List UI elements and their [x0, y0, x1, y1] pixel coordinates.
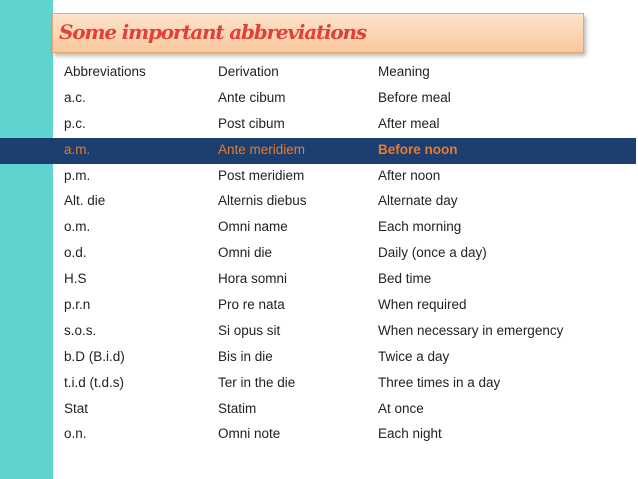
meaning-cell: At once	[378, 400, 424, 416]
derivation-cell: Omni name	[218, 219, 288, 235]
derivation-cell: Si opus sit	[218, 322, 281, 338]
abbreviation-cell: p.r.n	[64, 297, 91, 313]
abbreviation-cell: a.c.	[64, 89, 86, 105]
table-row	[53, 112, 583, 138]
meaning-cell: Three times in a day	[378, 374, 501, 390]
meaning-cell: Bed time	[378, 271, 432, 287]
meaning-cell: When required	[378, 297, 467, 313]
meaning-cell: Alternate day	[378, 193, 458, 209]
meaning-cell: Each night	[378, 426, 442, 442]
abbreviation-cell: Stat	[64, 400, 89, 416]
table-row	[53, 189, 583, 215]
side-accent-bar	[0, 0, 53, 479]
abbreviations-table	[53, 60, 583, 448]
meaning-cell: Before noon	[378, 141, 458, 157]
derivation-cell: Post cibum	[218, 115, 285, 131]
table-row	[53, 164, 583, 190]
table-header-row	[53, 60, 583, 86]
abbreviation-cell: o.d.	[64, 245, 87, 261]
abbreviation-cell: t.i.d (t.d.s)	[64, 374, 125, 390]
derivation-cell: Hora somni	[218, 271, 288, 287]
header-abbreviations: Abbreviations	[64, 64, 146, 79]
derivation-cell: Bis in die	[218, 348, 273, 364]
abbreviation-cell: Alt. die	[64, 193, 106, 209]
derivation-cell: Ante meridiem	[218, 141, 306, 157]
title-banner	[52, 13, 584, 53]
table-row	[53, 241, 583, 267]
abbreviation-cell: s.o.s.	[64, 322, 97, 338]
abbreviation-cell: p.c.	[64, 115, 86, 131]
table-row	[53, 345, 583, 371]
table-row	[53, 86, 583, 112]
abbreviation-cell: a.m.	[64, 141, 91, 157]
table-row	[53, 215, 583, 241]
table-row-highlighted	[0, 138, 636, 164]
table-row	[53, 319, 583, 345]
derivation-cell: Pro re nata	[218, 297, 285, 313]
table-row	[53, 293, 583, 319]
abbreviation-cell: o.n.	[64, 426, 87, 442]
meaning-cell: After noon	[378, 167, 441, 183]
abbreviation-cell: H.S	[64, 271, 87, 287]
derivation-cell: Alternis diebus	[218, 193, 307, 209]
derivation-cell: Omni note	[218, 426, 281, 442]
meaning-cell: Before meal	[378, 89, 451, 105]
table-row	[53, 267, 583, 293]
derivation-cell: Post meridiem	[218, 167, 305, 183]
header-meaning: Meaning	[378, 64, 430, 79]
table-row	[53, 397, 583, 423]
derivation-cell: Ante cibum	[218, 89, 286, 105]
meaning-cell: Each morning	[378, 219, 462, 235]
meaning-cell: After meal	[378, 115, 440, 131]
abbreviation-cell: p.m.	[64, 167, 91, 183]
derivation-cell: Statim	[218, 400, 257, 416]
abbreviation-cell: o.m.	[64, 219, 91, 235]
meaning-cell: Twice a day	[378, 348, 450, 364]
meaning-cell: Daily (once a day)	[378, 245, 487, 261]
table-row	[53, 422, 583, 448]
table-row	[53, 371, 583, 397]
derivation-cell: Ter in the die	[218, 374, 296, 390]
page-title: Some important abbreviations	[59, 20, 366, 44]
abbreviation-cell: b.D (B.i.d)	[64, 348, 125, 364]
derivation-cell: Omni die	[218, 245, 273, 261]
meaning-cell: When necessary in emergency	[378, 322, 564, 338]
header-derivation: Derivation	[218, 64, 279, 79]
